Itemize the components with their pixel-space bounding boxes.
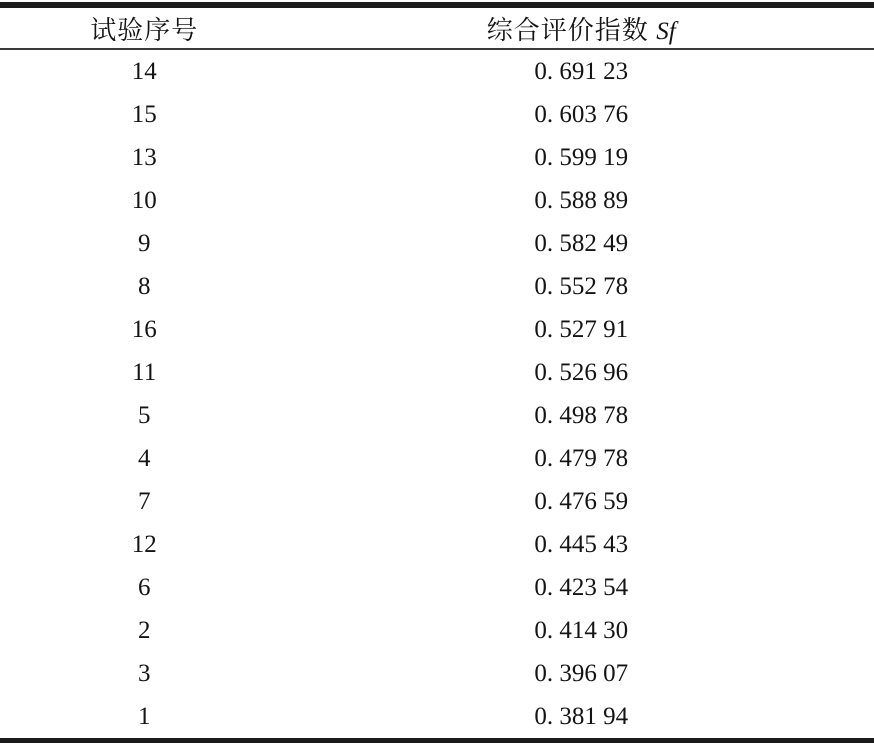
sf-value-cell: 0. 414 30 — [534, 616, 629, 644]
table-body — [0, 49, 874, 741]
sf-value-cell: 0. 552 78 — [534, 272, 629, 300]
trial-number-cell: 2 — [137, 616, 151, 644]
table-row — [0, 652, 874, 695]
table-row — [0, 695, 874, 741]
sf-value-cell: 0. 691 23 — [534, 57, 629, 85]
sf-value-cell: 0. 479 78 — [534, 444, 629, 472]
table-row — [0, 351, 874, 394]
table-row — [0, 93, 874, 136]
table-row — [0, 609, 874, 652]
trial-number-cell: 13 — [131, 143, 157, 171]
evaluation-index-header-label: 综合评价指数 — [486, 15, 649, 45]
trial-number-header-label: 试验序号 — [90, 15, 199, 45]
trial-number-cell: 10 — [131, 186, 157, 214]
table-row — [0, 437, 874, 480]
sf-value-cell: 0. 423 54 — [534, 573, 629, 601]
evaluation-index-table — [0, 2, 874, 743]
sf-value-cell: 0. 599 19 — [534, 143, 629, 171]
table-header — [0, 5, 874, 49]
sf-value-cell: 0. 445 43 — [534, 530, 629, 558]
trial-number-cell: 5 — [137, 401, 151, 429]
sf-value-cell: 0. 476 59 — [534, 487, 629, 515]
sf-value-cell: 0. 498 78 — [534, 401, 629, 429]
trial-number-cell: 16 — [131, 315, 157, 343]
sf-value-cell: 0. 396 07 — [534, 659, 629, 687]
sf-value-cell: 0. 526 96 — [534, 358, 629, 386]
table-row — [0, 222, 874, 265]
trial-number-cell: 6 — [137, 573, 151, 601]
trial-number-cell: 14 — [131, 57, 157, 85]
table-row — [0, 308, 874, 351]
table-row — [0, 480, 874, 523]
col-header-trial-number — [0, 5, 288, 49]
trial-number-cell: 7 — [137, 487, 151, 515]
table-row — [0, 265, 874, 308]
sf-value-cell: 0. 582 49 — [534, 229, 629, 257]
table-row — [0, 394, 874, 437]
trial-number-cell: 12 — [131, 530, 157, 558]
sf-value-cell: 0. 588 89 — [534, 186, 629, 214]
sf-value-cell: 0. 381 94 — [534, 702, 629, 730]
table-row — [0, 179, 874, 222]
sf-value-cell: 0. 603 76 — [534, 100, 629, 128]
table-row — [0, 49, 874, 93]
sf-value-cell: 0. 527 91 — [534, 315, 629, 343]
trial-number-cell: 15 — [131, 100, 157, 128]
sf-symbol: Sf — [656, 17, 676, 45]
trial-number-cell: 11 — [132, 358, 157, 386]
table-row — [0, 566, 874, 609]
col-header-evaluation-index — [288, 5, 874, 49]
trial-number-cell: 8 — [137, 272, 151, 300]
table-row — [0, 136, 874, 179]
trial-number-cell: 4 — [137, 444, 151, 472]
trial-number-cell: 9 — [137, 229, 151, 257]
trial-number-cell: 3 — [137, 659, 151, 687]
trial-number-cell: 1 — [137, 702, 151, 730]
table-row — [0, 523, 874, 566]
header-row — [0, 5, 874, 49]
